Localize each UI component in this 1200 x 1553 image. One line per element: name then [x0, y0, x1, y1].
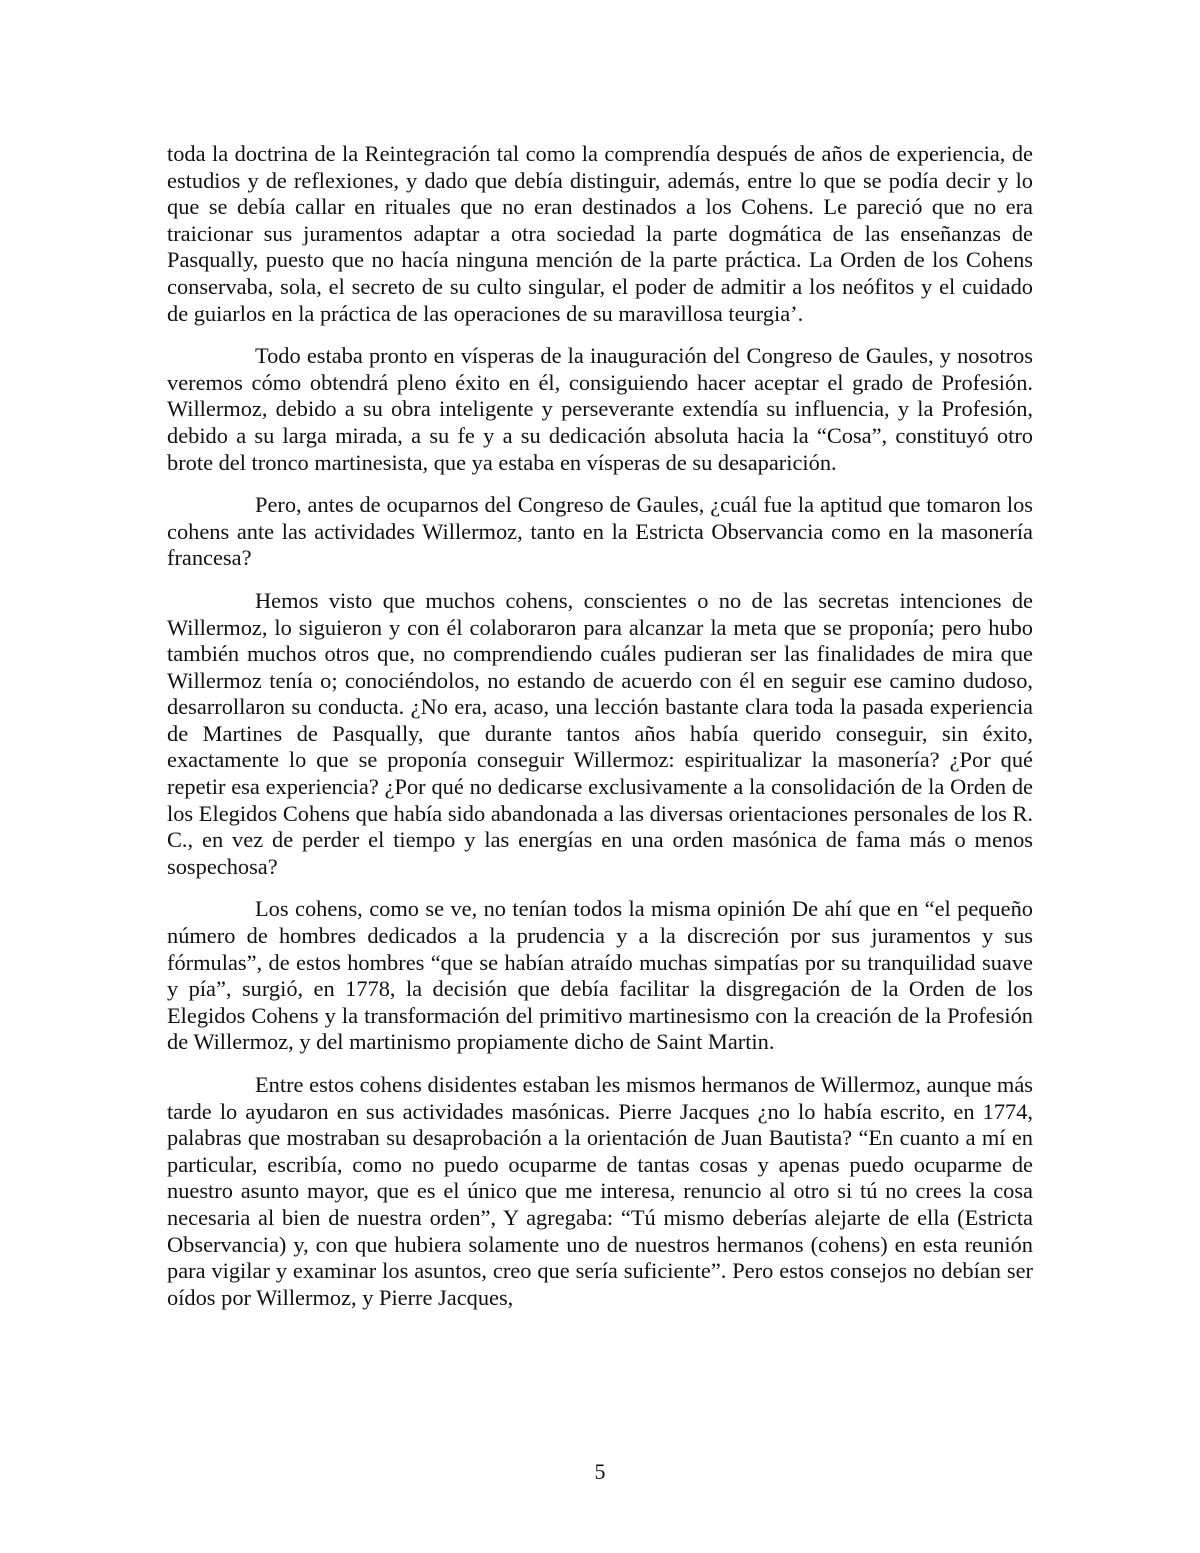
- paragraph-5: Los cohens, como se ve, no tenían todos la misma opinión De ahí que en “el pequeño número de hombres dedicados a la prudencia y a la discreción por sus juramentos y sus fórmulas”, de estos hombres “que se habían atraído muchas simpatías por su tranquilidad suave y pía”, surgió, en 1778, la decisión que debía facilitar la disgregación de la Orden de los Elegidos Cohens y la transformación del primitivo martinesismo con la creación de la Profesión de Willermoz, y del martinismo propiamente dicho de Saint Martin.: [167, 896, 1033, 1055]
- paragraph-6: Entre estos cohens disidentes estaban les mismos hermanos de Willermoz, aunque más tarde lo ayudaron en sus actividades masónicas. Pierre Jacques ¿no lo había escrito, en 1774, palabras que mostraban su desaprobación a la orientación de Juan Bautista? “En cuanto a mí en particular, escribía, como no puedo ocuparme de tantas cosas y apenas puedo ocuparme de nuestro asunto mayor, que es el único que me interesa, renuncio al otro si tú no crees la cosa necesaria al bien de nuestra orden”, Y agregaba: “Tú mismo deberías alejarte de ella (Estricta Observancia) y, con que hubiera solamente uno de nuestros hermanos (cohens) en esta reunión para vigilar y examinar los asuntos, creo que sería suficiente”. Pero estos consejos no debían ser oídos por Willermoz, y Pierre Jacques,: [167, 1072, 1033, 1310]
- paragraph-4: Hemos visto que muchos cohens, conscientes o no de las secretas intenciones de Willermoz, lo siguieron y con él colaboraron para alcanzar la meta que se proponía; pero hubo también muchos otros que, no comprendiendo cuáles pudieran ser las finalidades de mira que Willermoz tenía o; conociéndolos, no estando de acuerdo con él en seguir ese camino dudoso, desarrollaron su conducta. ¿No era, acaso, una lección bastante clara toda la pasada experiencia de Martines de Pasqually, que durante tantos años había querido conseguir, sin éxito, exactamente lo que se proponía conseguir Willermoz: espiritualizar la masonería? ¿Por qué repetir esa experiencia? ¿Por qué no dedicarse exclusivamente a la consolidación de la Orden de los Elegidos Cohens que había sido abandonada a las diversas orientaciones personales de los R. C., en vez de perder el tiempo y las energías en una orden masónica de fama más o menos sospechosa?: [167, 587, 1033, 879]
- paragraph-1: toda la doctrina de la Reintegración tal como la comprendía después de años de experiencia, de estudios y de reflexiones, y dado que debía distinguir, además, entre lo que se podía decir y lo que se debía callar en rituales que no eran destinados a los Cohens. Le pareció que no era traicionar sus juramentos adaptar a otra sociedad la parte dogmática de las enseñanzas de Pasqually, puesto que no hacía ninguna mención de la parte práctica. La Orden de los Cohens conservaba, sola, el secreto de su culto singular, el poder de admitir a los neófitos y el cuidado de guiarlos en la práctica de las operaciones de su maravillosa teurgia’.: [167, 141, 1033, 326]
- paragraph-2: Todo estaba pronto en vísperas de la inauguración del Congreso de Gaules, y nosotros veremos cómo obtendrá pleno éxito en él, consiguiendo hacer aceptar el grado de Profesión. Willermoz, debido a su obra inteligente y perseverante extendía su influencia, y la Profesión, debido a su larga mirada, a su fe y a su dedicación absoluta hacia la “Cosa”, constituyó otro brote del tronco martinesista, que ya estaba en vísperas de su desaparición.: [167, 343, 1033, 475]
- body-text: [167, 141, 1033, 1327]
- page-number: 5: [594, 1459, 606, 1484]
- paragraph-3: Pero, antes de ocuparnos del Congreso de Gaules, ¿cuál fue la aptitud que tomaron los cohens ante las actividades Willermoz, tanto en la Estricta Observancia como en la masonería francesa?: [167, 492, 1033, 571]
